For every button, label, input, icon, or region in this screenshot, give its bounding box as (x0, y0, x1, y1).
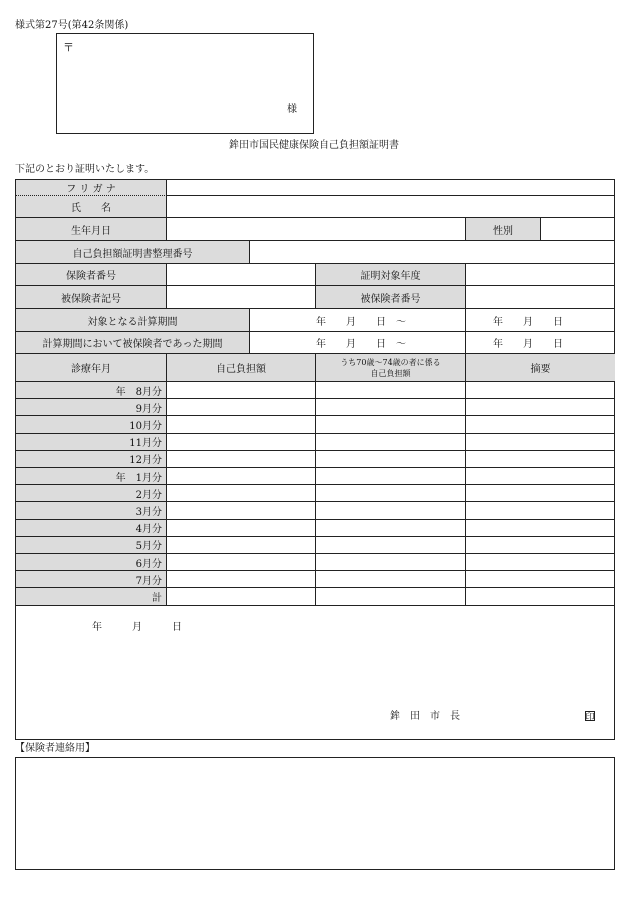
month-label: 7月分 (16, 571, 167, 588)
month-label: 2月分 (16, 485, 167, 502)
field-insurer-number[interactable] (167, 264, 316, 286)
elderly-amount-cell[interactable] (316, 588, 466, 605)
notes-cell[interactable] (466, 554, 615, 571)
amount-cell[interactable] (167, 588, 316, 605)
label-cert-year: 証明対象年度 (316, 264, 466, 286)
notes-cell[interactable] (466, 382, 615, 399)
label-insurer-number: 保険者番号 (16, 264, 167, 286)
col-header-elderly-line1: うち70歳～74歳の者に係る (340, 357, 441, 367)
seal-box: 印 (585, 712, 595, 723)
field-birthdate[interactable] (167, 218, 466, 241)
notes-cell[interactable] (466, 537, 615, 554)
field-name[interactable] (167, 196, 615, 218)
amount-cell[interactable] (167, 502, 316, 519)
amount-cell[interactable] (167, 416, 316, 433)
elderly-amount-cell[interactable] (316, 485, 466, 502)
address-box (56, 33, 314, 134)
contact-box[interactable] (15, 757, 615, 870)
field-insured-symbol[interactable] (167, 286, 316, 309)
amount-cell[interactable] (167, 537, 316, 554)
notes-cell[interactable] (466, 416, 615, 433)
elderly-amount-cell[interactable] (316, 451, 466, 468)
month-label: 計 (16, 588, 167, 605)
month-label: 12月分 (16, 451, 167, 468)
elderly-amount-cell[interactable] (316, 382, 466, 399)
elderly-amount-cell[interactable] (316, 468, 466, 485)
amount-cell[interactable] (167, 571, 316, 588)
amount-cell[interactable] (167, 434, 316, 451)
month-label: 5月分 (16, 537, 167, 554)
field-gender[interactable] (541, 218, 615, 241)
certificate-table (15, 179, 615, 740)
amount-cell[interactable] (167, 520, 316, 537)
form-number: 様式第27号(第42条関係) (15, 20, 129, 31)
field-insured-period-to[interactable]: 年 月 日 (466, 332, 615, 354)
month-label: 6月分 (16, 554, 167, 571)
field-period-to[interactable]: 年 月 日 (466, 309, 615, 332)
notes-cell[interactable] (466, 571, 615, 588)
notes-cell[interactable] (466, 399, 615, 416)
field-cert-number[interactable] (250, 241, 615, 264)
month-label: 年 1月分 (16, 468, 167, 485)
notes-cell[interactable] (466, 520, 615, 537)
elderly-amount-cell[interactable] (316, 554, 466, 571)
col-header-elderly-line2: 自己負担額 (370, 368, 411, 378)
col-header-amount: 自己負担額 (167, 354, 316, 382)
amount-cell[interactable] (167, 451, 316, 468)
label-insured-period: 計算期間において被保険者であった期間 (16, 332, 250, 354)
field-cert-year[interactable] (466, 264, 615, 286)
label-insured-number: 被保険者番号 (316, 286, 466, 309)
label-insured-symbol: 被保険者記号 (16, 286, 167, 309)
elderly-amount-cell[interactable] (316, 502, 466, 519)
field-insured-number[interactable] (466, 286, 615, 309)
amount-cell[interactable] (167, 554, 316, 571)
elderly-amount-cell[interactable] (316, 399, 466, 416)
col-header-notes: 摘要 (466, 354, 615, 382)
amount-cell[interactable] (167, 485, 316, 502)
month-label: 年 8月分 (16, 382, 167, 399)
elderly-amount-cell[interactable] (316, 571, 466, 588)
notes-cell[interactable] (466, 588, 615, 605)
notes-cell[interactable] (466, 485, 615, 502)
elderly-amount-cell[interactable] (316, 537, 466, 554)
field-insured-period-from[interactable]: 年 月 日 ～ (250, 332, 466, 354)
month-label: 3月分 (16, 502, 167, 519)
notes-cell[interactable] (466, 451, 615, 468)
month-label: 11月分 (16, 434, 167, 451)
notes-cell[interactable] (466, 502, 615, 519)
elderly-amount-cell[interactable] (316, 416, 466, 433)
label-period: 対象となる計算期間 (16, 309, 250, 332)
field-furigana[interactable] (167, 180, 615, 196)
contact-label: 【保険者連絡用】 (15, 743, 95, 754)
address-honorific: 様 (287, 104, 297, 115)
label-furigana: フ リ ガ ナ (16, 180, 167, 196)
label-cert-number: 自己負担額証明書整理番号 (16, 241, 250, 264)
label-name: 氏 名 (16, 196, 167, 218)
month-label: 10月分 (16, 416, 167, 433)
notes-cell[interactable] (466, 434, 615, 451)
elderly-amount-cell[interactable] (316, 434, 466, 451)
elderly-amount-cell[interactable] (316, 520, 466, 537)
notes-cell[interactable] (466, 468, 615, 485)
label-birthdate: 生年月日 (16, 218, 167, 241)
amount-cell[interactable] (167, 468, 316, 485)
field-period-from[interactable]: 年 月 日 ～ (250, 309, 466, 332)
month-label: 4月分 (16, 520, 167, 537)
col-header-elderly (316, 354, 466, 382)
document-title: 鉾田市国民健康保険自己負担額証明書 (229, 140, 399, 151)
mayor-label: 鉾 田 市 長 (390, 711, 460, 722)
month-label: 9月分 (16, 399, 167, 416)
intro-text: 下記のとおり証明いたします。 (15, 164, 155, 175)
label-gender: 性別 (466, 218, 541, 241)
amount-cell[interactable] (167, 399, 316, 416)
postal-mark: 〒 (63, 41, 74, 54)
col-header-month: 診療年月 (16, 354, 167, 382)
amount-cell[interactable] (167, 382, 316, 399)
signature-date: 年 月 日 (92, 622, 182, 633)
